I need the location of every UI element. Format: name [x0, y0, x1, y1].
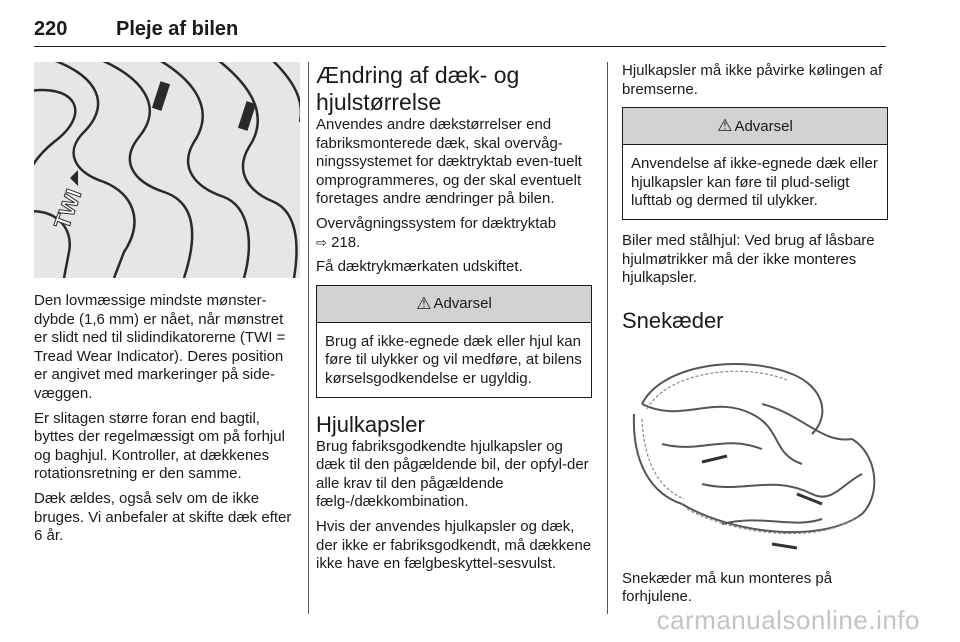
- paragraph: Brug fabriksgodkendte hjulkapsler og dæk til den pågældende bil, der opfyl‐der alle krav til den pågældende fælg-/dækkombination.: [316, 437, 589, 511]
- snow-chain-drawing: [622, 344, 884, 558]
- paragraph: Hvis der anvendes hjulkapsler og dæk, der ikke er fabriksgodkendt, må dækkene ikke have en fælgbeskyttel‐sesvulst.: [316, 517, 592, 573]
- paragraph-text: Overvågningssystem for dæktryktab: [316, 214, 557, 232]
- page-ref-icon: ⇨: [316, 234, 327, 250]
- section-heading: Snekæder: [622, 307, 724, 333]
- warning-icon: ⚠: [717, 116, 733, 136]
- warning-title: Advarsel: [734, 117, 793, 135]
- page-ref: 218.: [331, 233, 361, 251]
- warning-text: Anvendelse af ikke-egnede dæk eller hjulkapsler kan føre til plud‐seligt lufttab og dermed til ulykker.: [631, 155, 878, 210]
- paragraph: Biler med stålhjul: Ved brug af låsbare hjulmøtrikker må der ikke monteres hjulkapsler.: [622, 231, 875, 287]
- twi-mark: TWI: [49, 185, 87, 233]
- warning-header: [317, 286, 591, 323]
- paragraph: Dæk ældes, også selv om de ikke bruges. Vi anbefaler at skifte dæk efter 6 år.: [34, 489, 292, 545]
- paragraph: [316, 215, 592, 252]
- paragraph: Er slitagen større foran end bagtil, byttes der regelmæssigt om på forhjul og baghjul. Kontroller, at dækkenes rotationsretning er den samme.: [34, 409, 285, 483]
- section-title: Pleje af bilen: [116, 18, 239, 40]
- warning-title: Advarsel: [433, 295, 492, 313]
- column-3: [622, 62, 888, 613]
- warning-box: [622, 107, 888, 220]
- warning-box: [316, 285, 592, 398]
- section-heading: Ændring af dæk- og hjulstørrelse: [316, 62, 520, 115]
- column-2: [316, 62, 592, 580]
- snow-chain-illustration: [622, 344, 884, 558]
- page-header: [34, 16, 886, 47]
- paragraph: Den lovmæssige mindste mønster‐dybde (1,6 mm) er nået, når mønstret er slidt ned til slidindikatorerne (TWI = Tread Wear Indicator). Deres position er angivet med markeringer på side‐væggen.: [34, 292, 286, 402]
- paragraph: Hjulkapsler må ikke påvirke kølingen af bremserne.: [622, 62, 883, 98]
- column-1: [34, 62, 300, 552]
- tire-tread-illustration: [34, 62, 300, 278]
- paragraph: Snekæder må kun monteres på forhjulene.: [622, 569, 833, 606]
- column-divider: [607, 62, 608, 614]
- paragraph: Anvendes andre dækstørrelser end fabriksmonterede dæk, skal overvåg‐ningssystemet for dæktryktab even‐tuelt omprogrammeres, og der skal eventuelt foretages andre ændringer på bilen.: [316, 116, 582, 208]
- warning-header: [623, 108, 887, 145]
- column-divider: [308, 62, 309, 614]
- warning-icon: ⚠: [416, 293, 432, 313]
- section-heading: Hjulkapsler: [316, 411, 425, 437]
- watermark: carmanualsonline.info: [656, 605, 920, 635]
- paragraph: Få dæktrykmærkaten udskiftet.: [316, 258, 523, 276]
- page-number: 220: [34, 18, 68, 40]
- tire-tread-drawing: [34, 62, 300, 278]
- warning-text: Brug af ikke-egnede dæk eller hjul kan føre til ulykker og vil medføre, at bilens kørselsgodkendelse er ugyldig.: [325, 332, 582, 387]
